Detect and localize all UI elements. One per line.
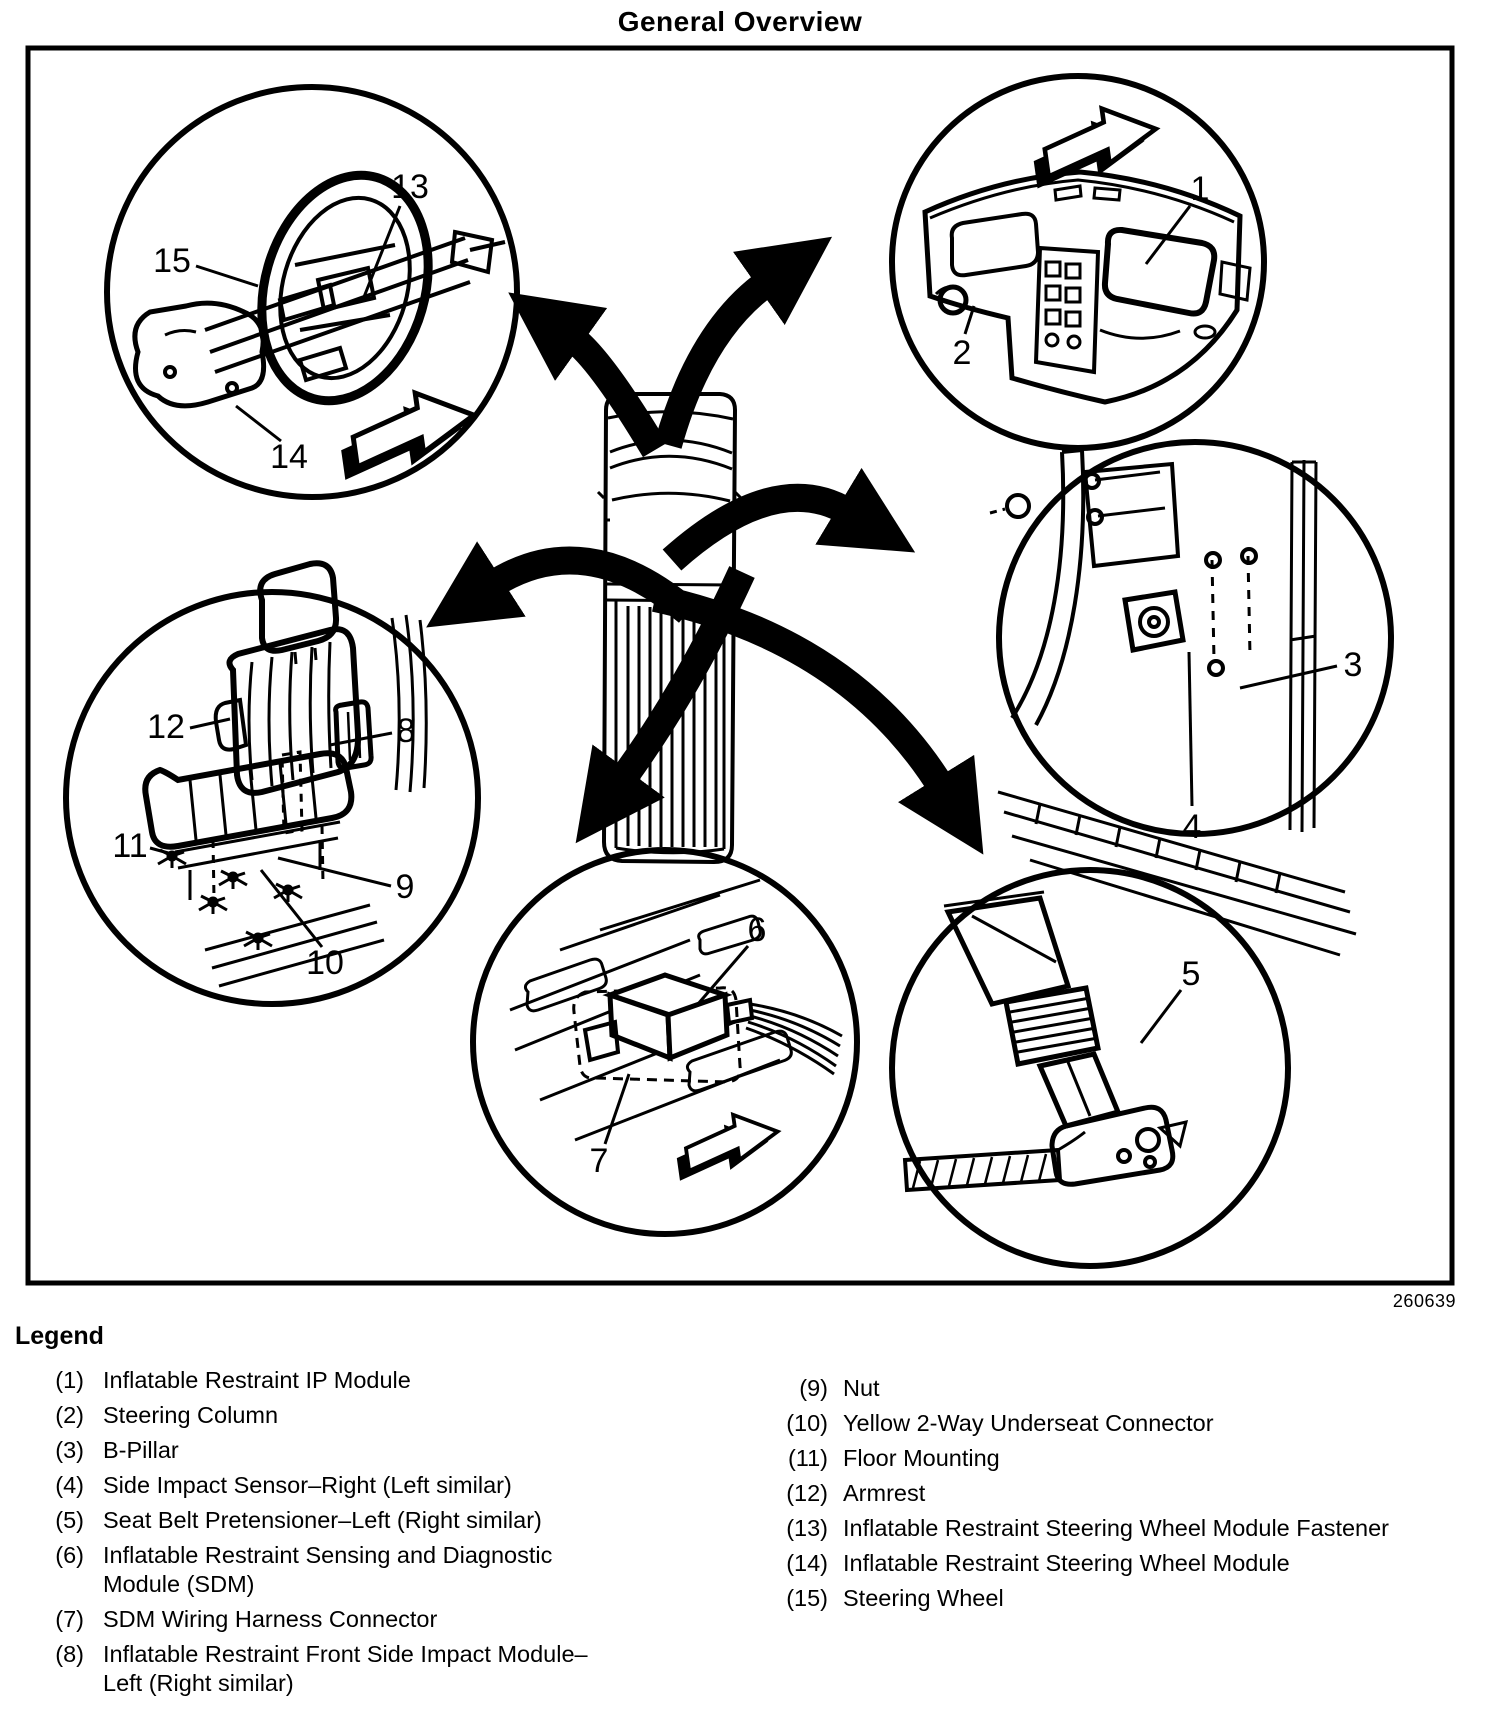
legend-item-number: (10) — [786, 1410, 828, 1436]
legend-item-label: SDM Wiring Harness Connector — [103, 1606, 438, 1632]
callout-12-number: 12 — [147, 708, 185, 746]
legend-item-number: (12) — [786, 1480, 828, 1506]
legend-item-label: Side Impact Sensor–Right (Left similar) — [103, 1472, 512, 1498]
legend-item-7 — [0, 1605, 640, 1634]
callout-5-number: 5 — [1181, 955, 1201, 993]
legend-heading: Legend — [15, 1322, 104, 1350]
legend-item-13 — [740, 1514, 1500, 1543]
legend-item-11 — [740, 1444, 1500, 1473]
legend-item-number: (1) — [55, 1367, 84, 1393]
legend-item-number: (9) — [799, 1375, 828, 1401]
callout-15-number: 15 — [153, 242, 191, 280]
legend-left-column — [0, 1366, 640, 1704]
page-title: General Overview — [617, 6, 863, 37]
legend-item-label: Nut — [843, 1375, 880, 1401]
callout-8-number: 8 — [396, 712, 416, 750]
legend-item-number: (13) — [786, 1515, 828, 1541]
callout-2-number: 2 — [952, 334, 972, 372]
legend-item-number: (15) — [786, 1585, 828, 1611]
legend-item-number: (4) — [55, 1472, 84, 1498]
legend-item-5 — [0, 1506, 640, 1535]
legend-item-number: (5) — [55, 1507, 84, 1533]
legend-item-14 — [740, 1549, 1500, 1578]
legend-item-6 — [0, 1541, 640, 1599]
legend-item-3 — [0, 1436, 640, 1465]
legend-item-number: (6) — [55, 1542, 84, 1568]
legend-item-2 — [0, 1401, 640, 1430]
callout-11-number: 11 — [112, 827, 148, 865]
callout-10-number: 10 — [306, 944, 344, 982]
legend-item-8 — [0, 1640, 640, 1698]
legend-item-number: (8) — [55, 1641, 84, 1667]
legend-item-label: Inflatable Restraint Front Side Impact Module–Left (Right similar) — [103, 1641, 588, 1696]
legend-item-label: Inflatable Restraint Steering Wheel Module — [843, 1550, 1290, 1576]
legend-item-label: Seat Belt Pretensioner–Left (Right similar) — [103, 1507, 542, 1533]
legend-item-label: Yellow 2-Way Underseat Connector — [843, 1410, 1214, 1436]
legend-item-number: (3) — [55, 1437, 84, 1463]
legend-right-column — [740, 1374, 1500, 1619]
legend-item-label: Steering Wheel — [843, 1585, 1004, 1611]
callout-3-number: 3 — [1343, 646, 1363, 684]
legend-item-label: Inflatable Restraint IP Module — [103, 1367, 411, 1393]
legend-item-label: Steering Column — [103, 1402, 279, 1428]
legend-item-label: Floor Mounting — [843, 1445, 1000, 1471]
callout-13-number: 13 — [391, 168, 429, 206]
callout-7-number: 7 — [589, 1142, 609, 1180]
legend-item-number: (14) — [786, 1550, 828, 1576]
legend-item-12 — [740, 1479, 1500, 1508]
legend-item-1 — [0, 1366, 640, 1395]
legend-item-9 — [740, 1374, 1500, 1403]
legend-item-number: (2) — [55, 1402, 84, 1428]
callout-4-number: 4 — [1182, 808, 1202, 846]
callout-6-number: 6 — [747, 911, 767, 949]
legend-item-4 — [0, 1471, 640, 1500]
legend-item-label: Inflatable Restraint Sensing and Diagnostic Module (SDM) — [103, 1542, 553, 1597]
legend-item-number: (7) — [55, 1606, 84, 1632]
legend-item-15 — [740, 1584, 1500, 1613]
callout-1-number: 1 — [1190, 170, 1210, 208]
legend-item-label: Armrest — [843, 1480, 926, 1506]
legend-item-label: Inflatable Restraint Steering Wheel Module Fastener — [843, 1515, 1390, 1541]
legend-item-10 — [740, 1409, 1500, 1438]
callout-14-number: 14 — [270, 438, 308, 476]
figure-number: 260639 — [1392, 1291, 1456, 1311]
legend-item-number: (11) — [787, 1445, 828, 1471]
legend-item-label: B-Pillar — [103, 1437, 179, 1463]
callout-9-number: 9 — [395, 868, 415, 906]
